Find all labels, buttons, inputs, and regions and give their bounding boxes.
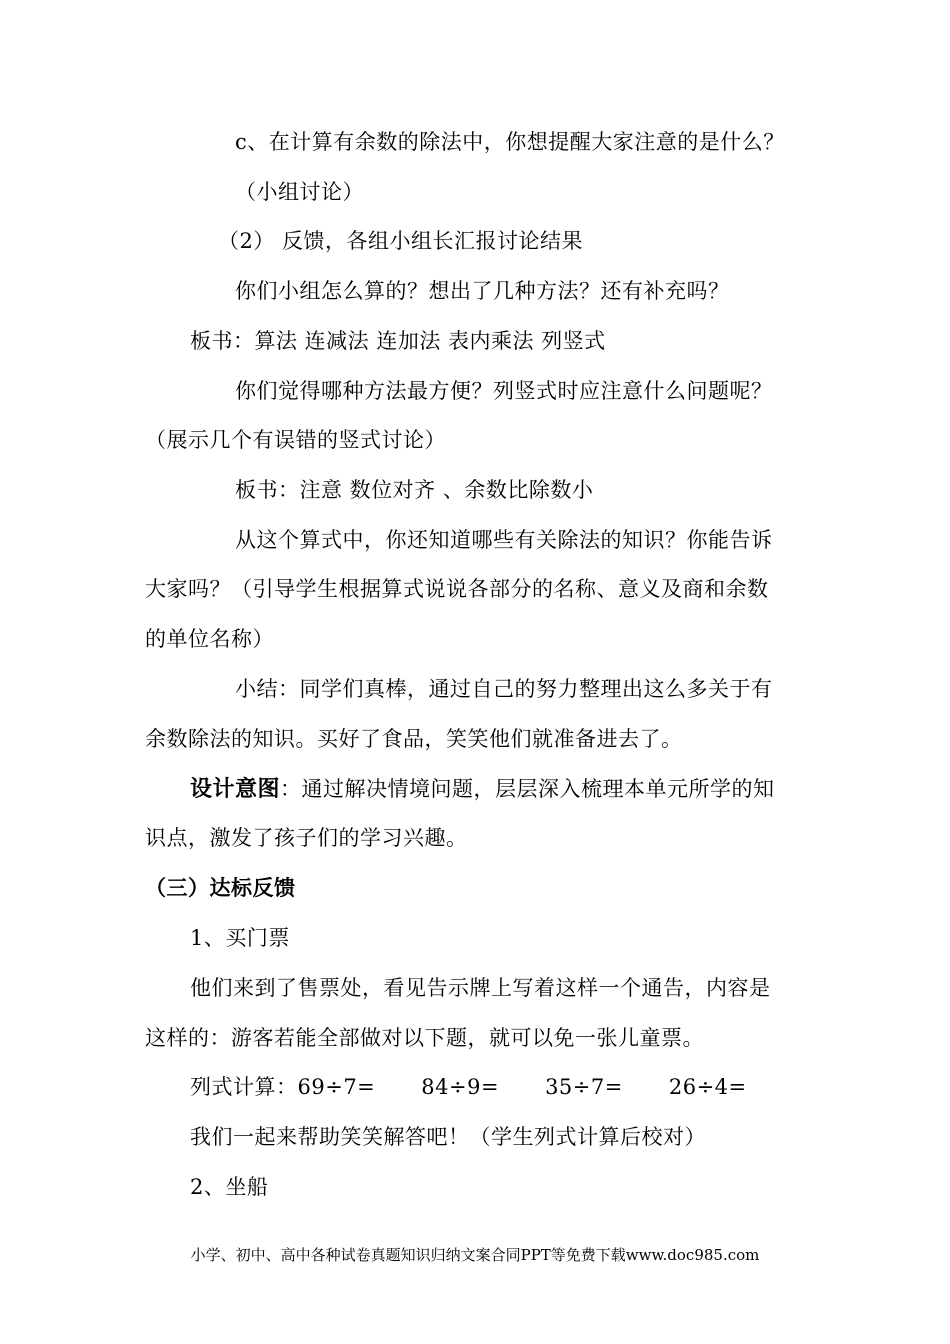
design-intent-text: ：通过解决情境问题，层层深入梳理本单元所学的知 bbox=[280, 777, 775, 801]
calc-label: 列式计算： bbox=[190, 1075, 298, 1099]
design-intent-label: 设计意图 bbox=[190, 777, 281, 802]
text-line: 从这个算式中，你还知道哪些有关除法的知识？你能告诉 bbox=[235, 528, 773, 552]
text-line: （2） 反馈，各组小组长汇报讨论结果 bbox=[218, 229, 584, 253]
text-line: 板书：算法 连减法 连加法 表内乘法 列竖式 bbox=[190, 329, 606, 353]
calc-question-2: 84÷9= bbox=[421, 1075, 500, 1099]
text-line: 的单位名称） bbox=[145, 627, 274, 651]
text-line: 2、坐船 bbox=[190, 1175, 269, 1199]
text-line: c、在计算有余数的除法中，你想提醒大家注意的是什么？ bbox=[235, 130, 785, 154]
text-line: 你们小组怎么算的？想出了几种方法？还有补充吗？ bbox=[235, 279, 730, 303]
text-line: 识点，激发了孩子们的学习兴趣。 bbox=[145, 826, 468, 850]
text-line: 余数除法的知识。买好了食品，笑笑他们就准备进去了。 bbox=[145, 727, 683, 751]
text-line: 大家吗？（引导学生根据算式说说各部分的名称、意义及商和余数 bbox=[145, 577, 769, 601]
text-line: 我们一起来帮助笑笑解答吧！（学生列式计算后校对） bbox=[190, 1125, 706, 1149]
text-line: 你们觉得哪种方法最方便？列竖式时应注意什么问题呢？ bbox=[235, 379, 773, 403]
text-line: 他们来到了售票处，看见告示牌上写着这样一个通告，内容是 bbox=[190, 976, 771, 1000]
calc-question-1: 69÷7= bbox=[297, 1075, 376, 1099]
text-line: 小结：同学们真棒，通过自己的努力整理出这么多关于有 bbox=[235, 677, 773, 701]
text-line: 1、买门票 bbox=[190, 926, 290, 950]
calc-line bbox=[190, 1073, 747, 1101]
calc-question-3: 35÷7= bbox=[545, 1075, 623, 1099]
text-line: 板书：注意 数位对齐 、余数比除数小 bbox=[235, 478, 594, 502]
text-line: 这样的：游客若能全部做对以下题，就可以免一张儿童票。 bbox=[145, 1026, 704, 1050]
calc-question-4: 26÷4= bbox=[668, 1075, 747, 1099]
design-intent-paragraph bbox=[190, 775, 775, 804]
page-footer: 小学、初中、高中各种试卷真题知识归纳文案合同PPT等免费下载www.doc985.com bbox=[190, 1246, 760, 1264]
text-line: （展示几个有误错的竖式讨论） bbox=[145, 428, 446, 452]
section-heading: （三）达标反馈 bbox=[145, 876, 296, 900]
text-line: （小组讨论） bbox=[235, 180, 364, 204]
